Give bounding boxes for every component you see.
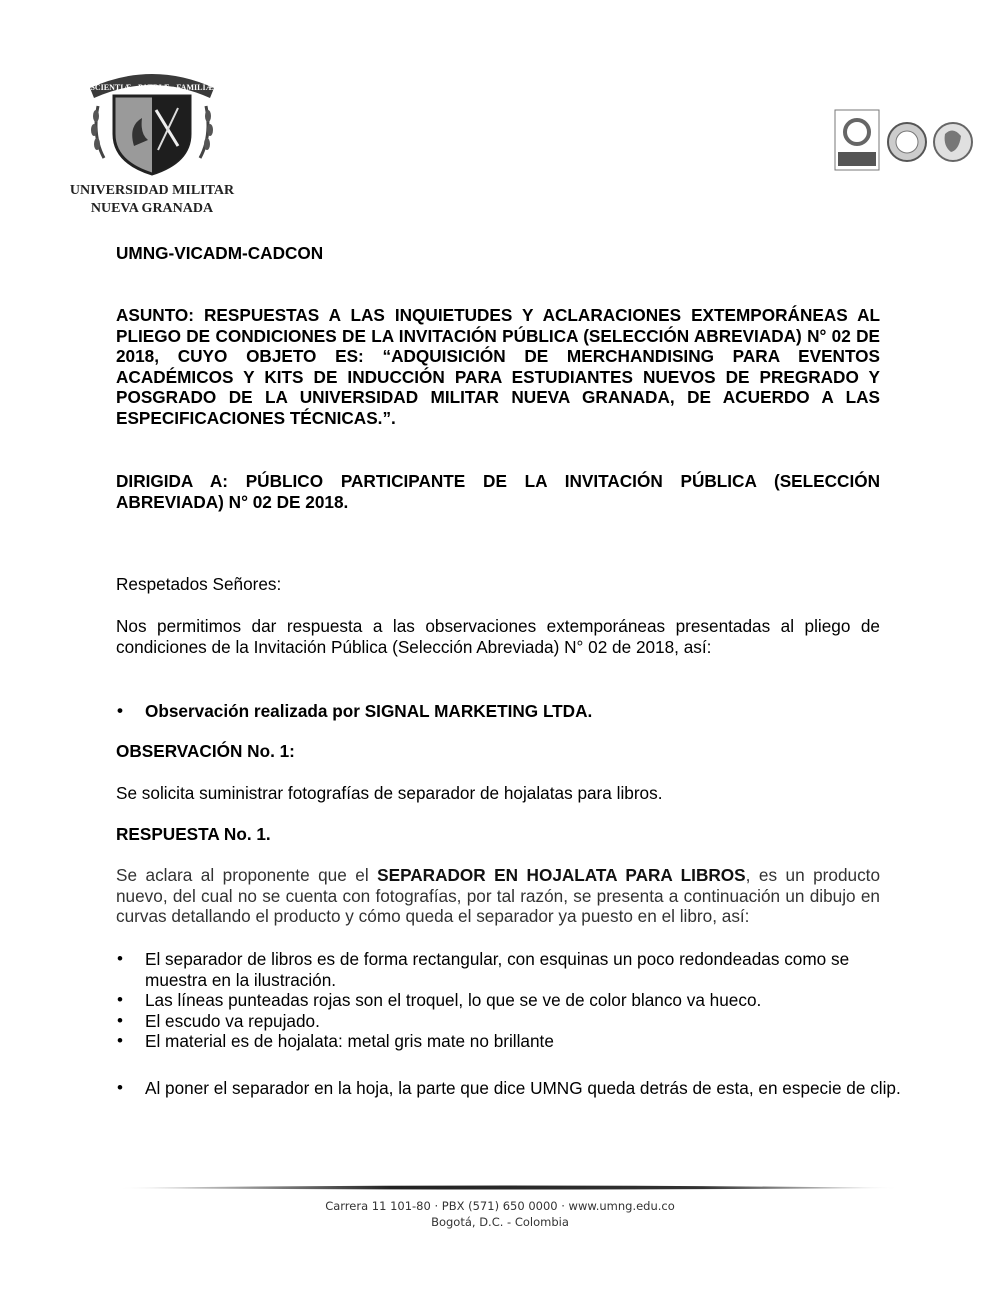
list-item: • Al poner el separador en la hoja, la parte que dice UMNG queda detrás de esta, en especie de clip. bbox=[116, 1078, 909, 1099]
observer-bullet: • Observación realizada por SIGNAL MARKETING LTDA. bbox=[116, 701, 909, 722]
salutation: Respetados Señores: bbox=[116, 574, 282, 594]
university-logo bbox=[69, 66, 235, 218]
list-item: • El separador de libros es de forma rectangular, con esquinas un poco redondeadas como se muestra en la ilustración. bbox=[116, 949, 856, 990]
document-addressee: DIRIGIDA A: PÚBLICO PARTICIPANTE DE LA INVITACIÓN PÚBLICA (SELECCIÓN ABREVIADA) N° 02 DE 2018. bbox=[116, 471, 880, 512]
observation-title: OBSERVACIÓN No. 1: bbox=[116, 741, 295, 761]
footer-address: Carrera 11 101-80 · PBX (571) 650 0000 · www.umng.edu.co bbox=[325, 1199, 675, 1213]
institution-line2: NUEVA GRANADA bbox=[90, 201, 214, 216]
response-pre: Se aclara al proponente que el bbox=[116, 865, 378, 885]
footer-divider bbox=[118, 1179, 898, 1188]
institution-line1: UNIVERSIDAD MILITAR bbox=[69, 183, 235, 198]
document-reference: UMNG-VICADM-CADCON bbox=[116, 243, 324, 263]
list-item: • El escudo va repujado. bbox=[116, 1011, 856, 1032]
response-title: RESPUESTA No. 1. bbox=[116, 824, 271, 844]
response-bold: SEPARADOR EN HOJALATA PARA LIBROS bbox=[377, 865, 746, 885]
footer-city: Bogotá, D.C. - Colombia bbox=[431, 1215, 569, 1229]
list-item: • Las líneas punteadas rojas son el troquel, lo que se ve de color blanco va hueco. bbox=[116, 990, 856, 1011]
certification-logos bbox=[833, 108, 978, 178]
observation-text: Se solicita suministrar fotografías de separador de hojalatas para libros. bbox=[116, 783, 663, 803]
response-post: , es un producto nuevo, del cual no se cuenta con fotografías, por tal razón, se presenta a continuación un dibujo en curvas detallando el producto y cómo queda el separador ya puesto en el libro, así: bbox=[116, 865, 881, 926]
response-paragraph bbox=[116, 865, 880, 927]
intro-paragraph: Nos permitimos dar respuesta a las observaciones extemporáneas presentadas al pliego de condiciones de la Invitación Pública (Selección Abreviada) N° 02 de 2018, así: bbox=[116, 616, 880, 657]
document-subject: ASUNTO: RESPUESTAS A LAS INQUIETUDES Y ACLARACIONES EXTEMPORÁNEAS AL PLIEGO DE CONDICIONES DE LA INVITACIÓN PÚBLICA (SELECCIÓN ABREVIADA) N° 02 DE 2018, CUYO OBJETO ES: “ADQUISICIÓN DE MERCHANDISING PARA EVENTOS ACADÉMICOS Y KITS DE INDUCCIÓN PARA ESTUDIANTES NUEVOS DE PREGRADO Y POSGRADO DE LA UNIVERSIDAD MILITAR NUEVA GRANADA, DE ACUERDO A LAS ESPECIFICACIONES TÉCNICAS.”. bbox=[116, 305, 880, 428]
specification-list bbox=[116, 949, 856, 1052]
motto-text: SCIENTIÆ · PATRIÆ · FAMILIÆ bbox=[90, 83, 214, 92]
list-item: • El material es de hojalata: metal gris mate no brillante bbox=[116, 1031, 856, 1052]
